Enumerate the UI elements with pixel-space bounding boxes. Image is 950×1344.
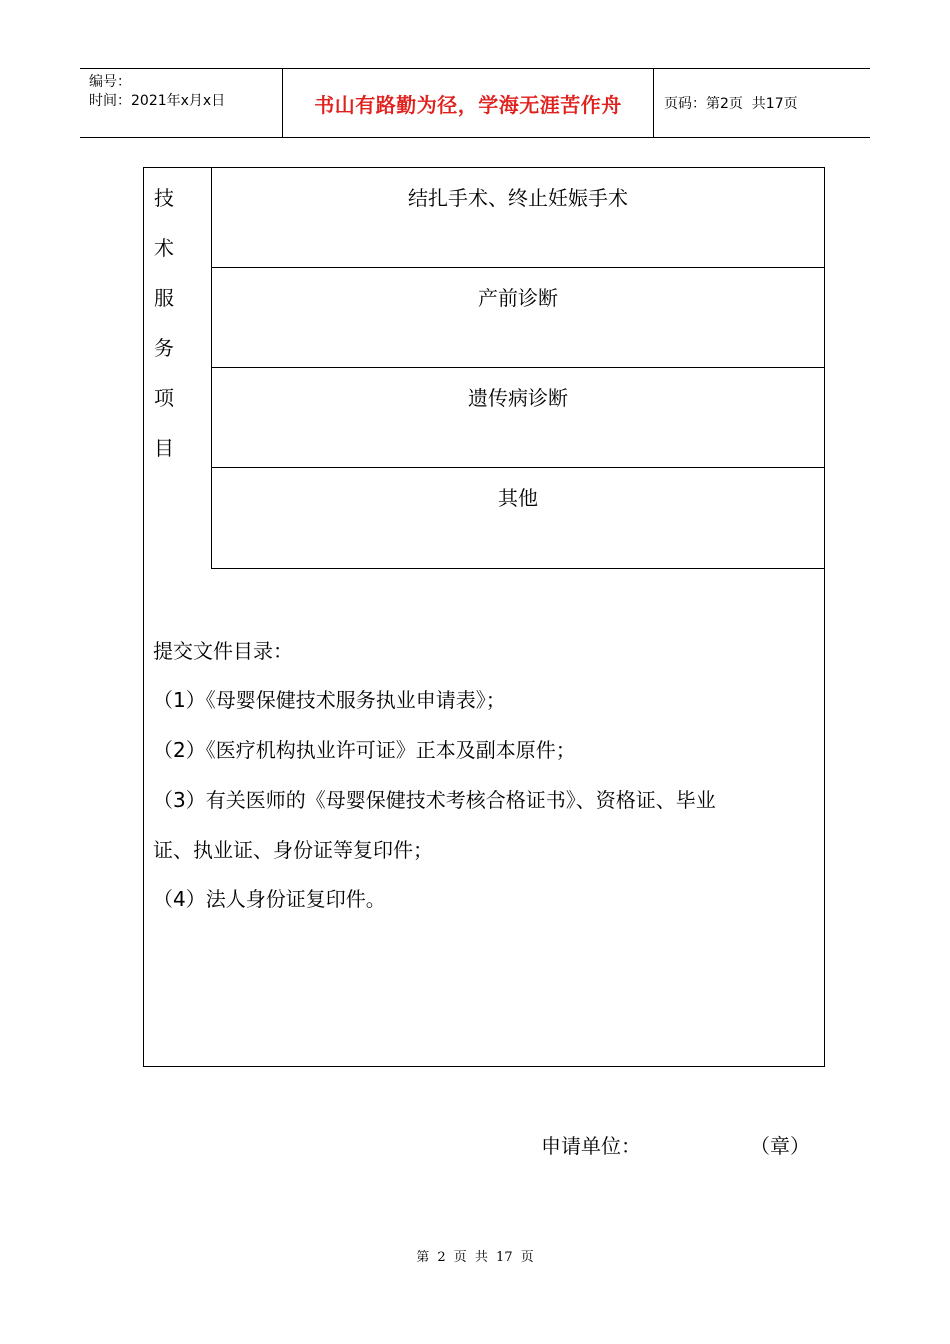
seal-mark: （章） — [750, 1134, 810, 1158]
label-char: 术 — [154, 236, 174, 260]
documents-section — [144, 569, 824, 1066]
document-line: （1）《母婴保健技术服务执业申请表》； — [153, 688, 506, 712]
document-line: （4）法人身份证复印件。 — [153, 887, 386, 911]
label-char: 技 — [154, 186, 174, 210]
header-meta — [80, 69, 282, 137]
header-motto: 书山有路勤为径，学海无涯苦作舟 — [314, 92, 622, 117]
label-char: 服 — [154, 286, 174, 310]
header-motto-cell — [282, 69, 654, 137]
label-char: 项 — [154, 386, 174, 410]
service-item-other: 其他 — [212, 468, 824, 569]
service-item-genetic-diagnosis: 遗传病诊断 — [212, 368, 824, 468]
page-footer: 第 2 页 共 17 页 — [416, 1250, 534, 1265]
header-page-info: 页码：第2页 共17页 — [664, 96, 798, 112]
service-item-prenatal-diagnosis: 产前诊断 — [212, 268, 824, 368]
documents-title: 提交文件目录： — [153, 639, 293, 663]
service-items-label — [144, 168, 212, 569]
document-line: 证、执业证、身份证等复印件； — [153, 838, 433, 862]
applicant-label: 申请单位： — [541, 1134, 641, 1158]
document-line: （3）有关医师的《母婴保健技术考核合格证书》、资格证、毕业 — [153, 788, 716, 812]
header-page-cell — [654, 69, 870, 137]
document-number-label: 编号： — [89, 74, 131, 90]
label-char: 务 — [154, 336, 174, 360]
service-item-sterilization: 结扎手术、终止妊娠手术 — [212, 168, 824, 268]
document-line: （2）《医疗机构执业许可证》正本及副本原件； — [153, 738, 576, 762]
label-char: 目 — [154, 436, 174, 460]
application-table — [143, 167, 825, 1067]
page-header — [80, 68, 870, 138]
document-time: 时间：2021年x月x日 — [89, 93, 226, 109]
